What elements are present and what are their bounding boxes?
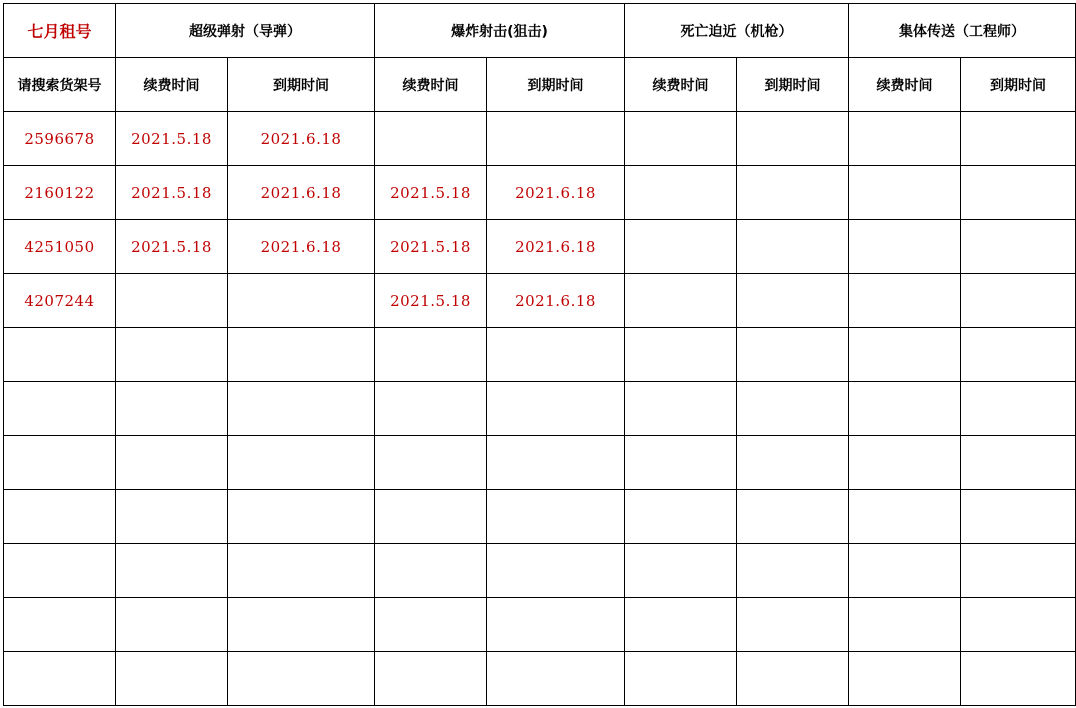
group-teleport-expire-cell	[961, 544, 1076, 598]
explosive-shot-renew-cell	[375, 112, 487, 166]
death-approach-expire-cell	[737, 112, 849, 166]
super-eject-renew-cell	[116, 436, 228, 490]
explosive-shot-expire-cell	[487, 328, 625, 382]
death-approach-expire-cell	[737, 436, 849, 490]
shelf-id-cell: 4251050	[4, 220, 116, 274]
table-row	[4, 112, 1076, 166]
death-approach-renew-cell	[625, 652, 737, 706]
table-row	[4, 220, 1076, 274]
explosive-shot-renew-cell: 2021.5.18	[375, 166, 487, 220]
table-body	[4, 4, 1076, 706]
table-row	[4, 166, 1076, 220]
super-eject-expire-cell: 2021.6.18	[228, 220, 375, 274]
death-approach-expire-cell	[737, 598, 849, 652]
super-eject-renew-cell: 2021.5.18	[116, 166, 228, 220]
group-teleport-expire-cell	[961, 598, 1076, 652]
super-eject-renew-cell	[116, 382, 228, 436]
table-row	[4, 328, 1076, 382]
death-approach-expire-cell	[737, 652, 849, 706]
shelf-id-cell	[4, 544, 116, 598]
death-approach-expire-cell	[737, 382, 849, 436]
death-approach-renew-cell	[625, 274, 737, 328]
table-row	[4, 544, 1076, 598]
shelf-id-cell	[4, 328, 116, 382]
shelf-id-cell: 4207244	[4, 274, 116, 328]
shelf-id-cell	[4, 598, 116, 652]
renew-time-header: 续费时间	[849, 58, 961, 112]
explosive-shot-expire-cell: 2021.6.18	[487, 274, 625, 328]
death-approach-renew-cell	[625, 112, 737, 166]
explosive-shot-renew-cell: 2021.5.18	[375, 220, 487, 274]
super-eject-renew-cell	[116, 274, 228, 328]
explosive-shot-expire-cell: 2021.6.18	[487, 220, 625, 274]
death-approach-renew-cell	[625, 544, 737, 598]
table-row	[4, 436, 1076, 490]
super-eject-expire-cell	[228, 436, 375, 490]
explosive-shot-expire-cell	[487, 490, 625, 544]
explosive-shot-expire-cell	[487, 544, 625, 598]
death-approach-renew-cell	[625, 436, 737, 490]
death-approach-renew-cell	[625, 166, 737, 220]
group-teleport-renew-cell	[849, 436, 961, 490]
group-teleport-renew-cell	[849, 166, 961, 220]
shelf-id-cell	[4, 490, 116, 544]
super-eject-expire-cell	[228, 382, 375, 436]
explosive-shot-renew-cell	[375, 328, 487, 382]
group-header-row	[4, 4, 1076, 58]
group-teleport-expire-cell	[961, 166, 1076, 220]
super-eject-expire-cell: 2021.6.18	[228, 166, 375, 220]
super-eject-renew-cell	[116, 490, 228, 544]
group-teleport-renew-cell	[849, 544, 961, 598]
shelf-id-cell: 2596678	[4, 112, 116, 166]
explosive-shot-renew-cell	[375, 598, 487, 652]
group-teleport-expire-cell	[961, 382, 1076, 436]
explosive-shot-expire-cell	[487, 436, 625, 490]
group-teleport-expire-cell	[961, 274, 1076, 328]
shelf-id-cell	[4, 436, 116, 490]
explosive-shot-renew-cell	[375, 490, 487, 544]
table-row	[4, 382, 1076, 436]
table-row	[4, 490, 1076, 544]
super-eject-renew-cell: 2021.5.18	[116, 112, 228, 166]
group-header-group-teleport: 集体传送（工程师）	[849, 4, 1076, 58]
expire-time-header: 到期时间	[961, 58, 1076, 112]
explosive-shot-renew-cell	[375, 382, 487, 436]
super-eject-renew-cell	[116, 328, 228, 382]
table-title: 七月租号	[4, 4, 116, 58]
group-teleport-renew-cell	[849, 274, 961, 328]
super-eject-renew-cell: 2021.5.18	[116, 220, 228, 274]
death-approach-renew-cell	[625, 382, 737, 436]
explosive-shot-renew-cell	[375, 436, 487, 490]
group-header-explosive-shot: 爆炸射击(狙击)	[375, 4, 625, 58]
death-approach-renew-cell	[625, 490, 737, 544]
expire-time-header: 到期时间	[487, 58, 625, 112]
expire-time-header: 到期时间	[737, 58, 849, 112]
shelf-id-cell	[4, 382, 116, 436]
group-teleport-expire-cell	[961, 220, 1076, 274]
explosive-shot-renew-cell	[375, 652, 487, 706]
group-teleport-renew-cell	[849, 490, 961, 544]
table-row	[4, 598, 1076, 652]
explosive-shot-expire-cell	[487, 652, 625, 706]
expire-time-header: 到期时间	[228, 58, 375, 112]
explosive-shot-renew-cell: 2021.5.18	[375, 274, 487, 328]
death-approach-renew-cell	[625, 328, 737, 382]
explosive-shot-expire-cell	[487, 598, 625, 652]
super-eject-expire-cell	[228, 652, 375, 706]
sub-header-row	[4, 58, 1076, 112]
renew-time-header: 续费时间	[625, 58, 737, 112]
super-eject-renew-cell	[116, 598, 228, 652]
super-eject-renew-cell	[116, 544, 228, 598]
super-eject-expire-cell	[228, 598, 375, 652]
super-eject-expire-cell: 2021.6.18	[228, 112, 375, 166]
group-teleport-renew-cell	[849, 112, 961, 166]
group-teleport-renew-cell	[849, 382, 961, 436]
group-teleport-renew-cell	[849, 598, 961, 652]
renew-time-header: 续费时间	[116, 58, 228, 112]
death-approach-expire-cell	[737, 490, 849, 544]
death-approach-expire-cell	[737, 328, 849, 382]
death-approach-expire-cell	[737, 274, 849, 328]
death-approach-expire-cell	[737, 544, 849, 598]
rental-table	[3, 3, 1076, 706]
group-teleport-expire-cell	[961, 112, 1076, 166]
explosive-shot-expire-cell: 2021.6.18	[487, 166, 625, 220]
group-teleport-renew-cell	[849, 328, 961, 382]
renew-time-header: 续费时间	[375, 58, 487, 112]
group-teleport-expire-cell	[961, 436, 1076, 490]
death-approach-expire-cell	[737, 166, 849, 220]
shelf-id-header: 请搜索货架号	[4, 58, 116, 112]
group-teleport-expire-cell	[961, 652, 1076, 706]
group-header-death-approach: 死亡迫近（机枪）	[625, 4, 849, 58]
explosive-shot-expire-cell	[487, 382, 625, 436]
super-eject-renew-cell	[116, 652, 228, 706]
shelf-id-cell	[4, 652, 116, 706]
super-eject-expire-cell	[228, 490, 375, 544]
shelf-id-cell: 2160122	[4, 166, 116, 220]
group-teleport-expire-cell	[961, 328, 1076, 382]
table-row	[4, 274, 1076, 328]
super-eject-expire-cell	[228, 274, 375, 328]
death-approach-renew-cell	[625, 220, 737, 274]
super-eject-expire-cell	[228, 328, 375, 382]
super-eject-expire-cell	[228, 544, 375, 598]
group-teleport-renew-cell	[849, 220, 961, 274]
table-row	[4, 652, 1076, 706]
death-approach-renew-cell	[625, 598, 737, 652]
death-approach-expire-cell	[737, 220, 849, 274]
group-teleport-renew-cell	[849, 652, 961, 706]
group-teleport-expire-cell	[961, 490, 1076, 544]
explosive-shot-renew-cell	[375, 544, 487, 598]
group-header-super-eject: 超级弹射（导弹）	[116, 4, 375, 58]
explosive-shot-expire-cell	[487, 112, 625, 166]
